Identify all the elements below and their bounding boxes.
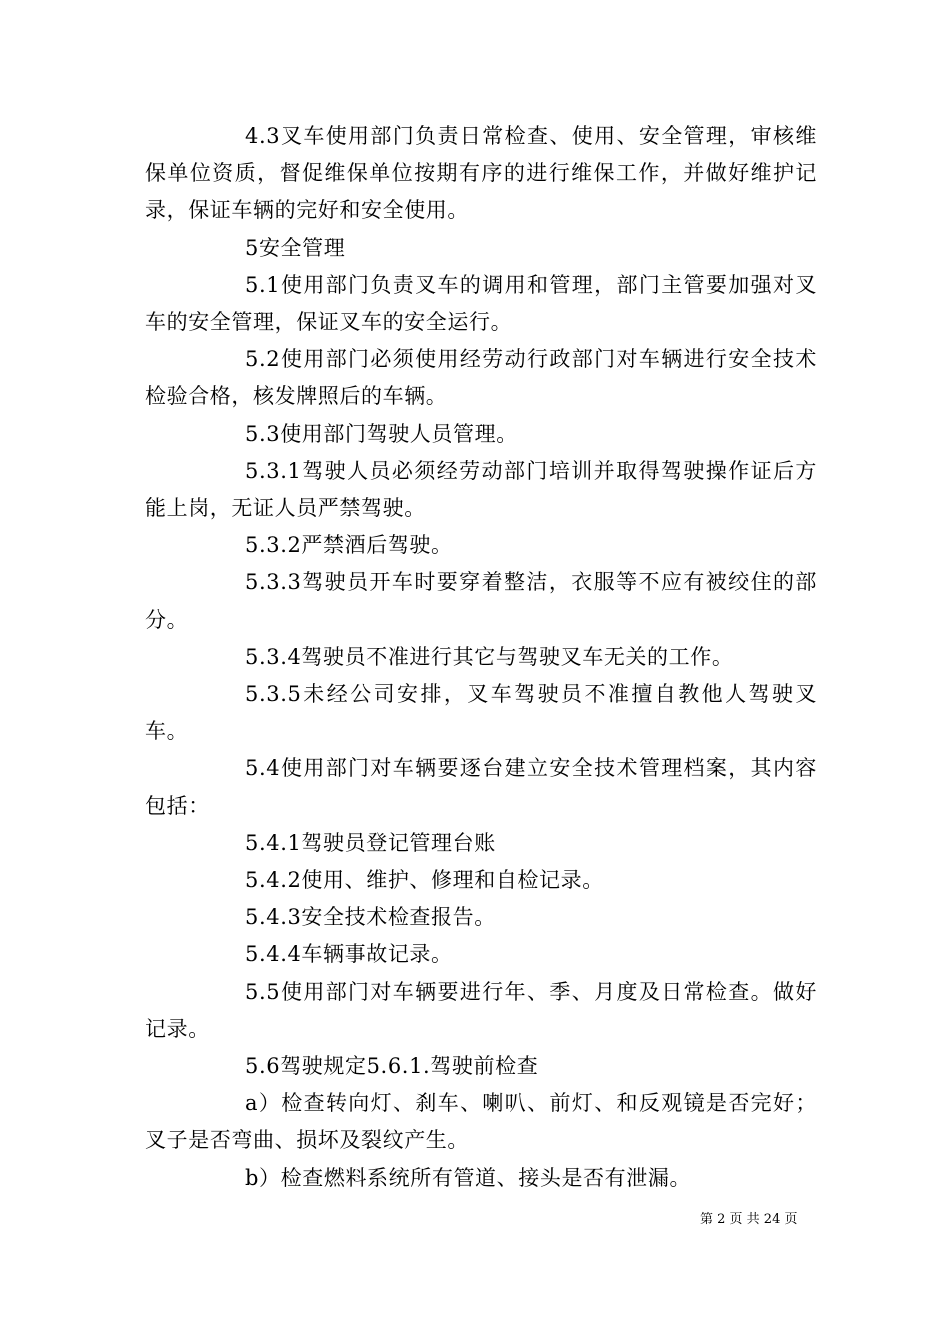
- paragraph-5-1: 5.1使用部门负责叉车的调用和管理，部门主管要加强对叉车的安全管理，保证叉车的安全运行。: [145, 272, 817, 335]
- paragraph-5-3-5: 5.3.5未经公司安排，叉车驾驶员不准擅自教他人驾驶叉车。: [145, 682, 817, 744]
- paragraph-5-5: 5.5使用部门对车辆要进行年、季、月度及日常检查。做好记录。: [145, 979, 817, 1041]
- paragraph-5-3-3: 5.3.3驾驶员开车时要穿着整洁，衣服等不应有被绞住的部分。: [145, 570, 817, 632]
- paragraph-5-4-4: 5.4.4车辆事故记录。: [245, 942, 453, 967]
- paragraph-5-6: 5.6驾驶规定5.6.1.驾驶前检查: [245, 1054, 539, 1079]
- paragraph-5-4-3: 5.4.3安全技术检查报告。: [245, 905, 496, 930]
- paragraph-5-3-4: 5.3.4驾驶员不准进行其它与驾驶叉车无关的工作。: [245, 644, 734, 669]
- paragraph-item-b: b）检查燃料系统所有管道、接头是否有泄漏。: [245, 1165, 692, 1190]
- paragraph-5-3: 5.3使用部门驾驶人员管理。: [245, 421, 518, 446]
- document-body: [145, 118, 817, 1197]
- paragraph-5-4-1: 5.4.1驾驶员登记管理台账: [245, 830, 496, 855]
- paragraph-5-2: 5.2使用部门必须使用经劳动行政部门对车辆进行安全技术检验合格，核发牌照后的车辆。: [145, 347, 817, 409]
- page-number: 第 2 页 共 24 页: [700, 1212, 798, 1227]
- paragraph-5-3-2: 5.3.2严禁酒后驾驶。: [245, 533, 453, 558]
- paragraph-item-a: a）检查转向灯、刹车、喇叭、前灯、和反观镜是否完好；叉子是否弯曲、损坏及裂纹产生。: [145, 1091, 817, 1153]
- paragraph-5-4: 5.4使用部门对车辆要逐台建立安全技术管理档案，其内容包括：: [145, 756, 817, 818]
- section-heading-5: 5安全管理: [245, 235, 346, 260]
- paragraph-5-3-1: 5.3.1驾驶人员必须经劳动部门培训并取得驾驶操作证后方能上岗，无证人员严禁驾驶。: [145, 458, 817, 521]
- paragraph-4-3: 4.3叉车使用部门负责日常检查、使用、安全管理，审核维保单位资质，督促维保单位按期有序的进行维保工作，并做好维护记录，保证车辆的完好和安全使用。: [145, 124, 817, 223]
- paragraph-5-4-2: 5.4.2使用、维护、修理和自检记录。: [245, 868, 604, 893]
